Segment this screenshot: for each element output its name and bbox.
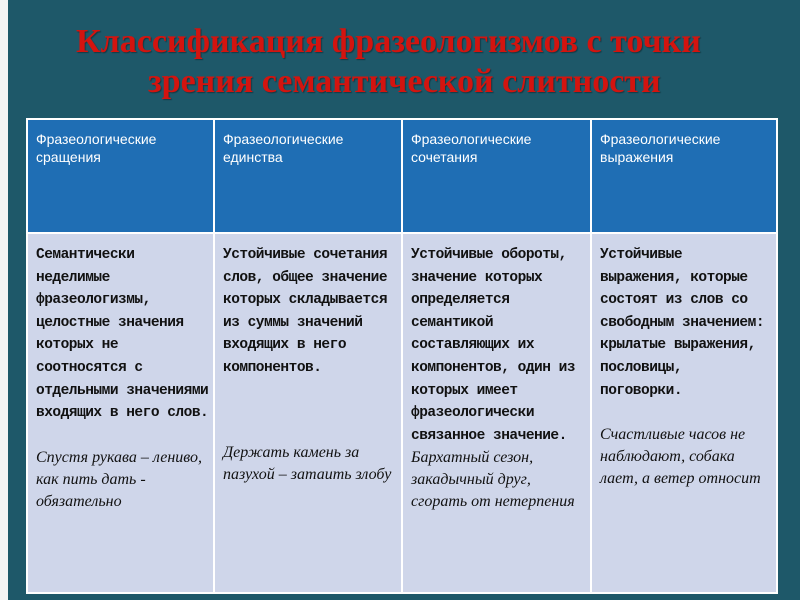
title-line-1: Классификация фразеологизмов с точки	[76, 23, 701, 60]
title-line-2: зрения семантической слитности	[148, 63, 661, 100]
definition-text: Устойчивые сочетания слов, общее значение которых складывается из суммы значений входящих в него компонентов.	[223, 247, 388, 376]
example-text: Спустя рукава – лениво, как пить дать - обязательно	[36, 448, 203, 510]
classification-table	[26, 118, 778, 594]
left-edge-strip	[0, 0, 8, 600]
definition-text: Семантически неделимые фразеологизмы, целостные значения которых не соотносятся с отдельными значениями входящих в него слов.	[36, 247, 209, 422]
definition-text: Устойчивые выражения, которые состоят из слов со свободным значением: крылатые выражения, пословицы, поговорки.	[600, 247, 765, 399]
example-text: Держать камень за пазухой – затаить злобу	[223, 443, 392, 483]
body-cell-vyrazheniya	[591, 233, 777, 593]
definition-text: Устойчивые обороты, значение которых определяется семантикой составляющих их компонентов, один из которых имеет фразеологически связанное значение.	[411, 247, 576, 444]
body-cell-srashcheniya	[27, 233, 214, 593]
table-header-row	[27, 119, 777, 233]
header-cell-srashcheniya: Фразеологические сращения	[27, 119, 214, 233]
example-text: Бархатный сезон, закадычный друг, сгорать от нетерпения	[411, 449, 575, 511]
header-cell-vyrazheniya: Фразеологические выражения	[591, 119, 777, 233]
table-row	[27, 233, 777, 593]
header-cell-sochetaniya: Фразеологические сочетания	[402, 119, 591, 233]
body-cell-edinstva	[214, 233, 402, 593]
header-cell-edinstva: Фразеологические единства	[214, 119, 402, 233]
body-cell-sochetaniya	[402, 233, 591, 593]
example-text: Счастливые часов не наблюдают, собака лает, а ветер относит	[600, 426, 761, 488]
slide-title	[40, 22, 780, 102]
